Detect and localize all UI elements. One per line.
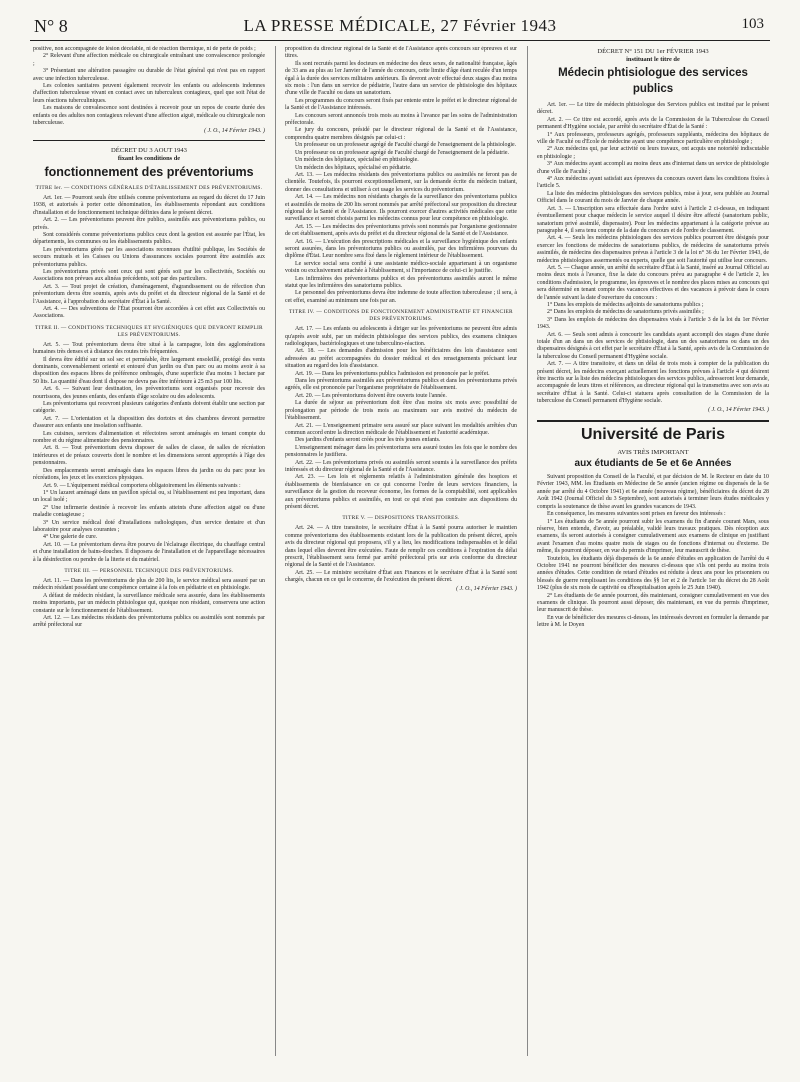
paragraph: 2° Une infirmerie destinée à recevoir les enfants atteints d'une affection aiguë ou d'une maladie contagieuse ; bbox=[33, 504, 265, 519]
paragraph: Art. 14. — Les médecins non résidants chargés de la surveillance des préventoriums publics et assimilés de moins de 200 lits seront nommés par arrêté préfectoral sur proposition du directeur régional de la Santé et de l'Assistance. Ils pourront exercer d'autres activités médicales que cette surveillance et seront choisis parmi les médecins connus pour leur compétence en phtisiologie. bbox=[285, 194, 517, 223]
signature-source: ( J. O., 14 Février 1943. ) bbox=[456, 585, 517, 592]
paragraph: Un médecin des hôpitaux, spécialisé en phtisiologie. bbox=[295, 157, 419, 164]
paragraph: Toutefois, les étudiants déjà dispensés de la 6e année d'études en application de l'arrêté du 4 Octobre 1941 ne pourront bénéficier des mesures ci-dessus que s'ils ont perdu au moins trois années d'études. Cette condition de retard d'études est réduite à deux ans pour les prisonniers ou blessés de guerre remplissant les conditions des §§ 1er et 2 de l'article 1er du décret du 28 Août 1942 (plus de six mois de captivité ou d'hospitalisation après le 25 Juin 1940). bbox=[537, 555, 769, 592]
page-number: 103 bbox=[741, 16, 764, 32]
issue-number: N° 8 bbox=[34, 16, 68, 36]
paragraph: Art. 20. — Les préventoriums doivent être ouverts toute l'année. bbox=[295, 392, 447, 399]
paragraph: Art. 9. — L'équipement médical comportera obligatoirement les éléments suivants : bbox=[43, 482, 241, 489]
paragraph: 1° Dans les emplois de médecins adjoints de sanatoriums publics ; bbox=[547, 301, 704, 308]
paragraph: 4° Aux médecins ayant satisfait aux épreuves du concours ouvert dans les conditions fixées à l'article 5. bbox=[537, 176, 769, 190]
section-heading-universite: Université de Paris bbox=[580, 426, 726, 444]
paragraph: 3° Aux médecins ayant accompli au moins deux ans d'internat dans un service de phtisiologie d'une ville de Faculté ; bbox=[537, 161, 769, 175]
paragraph: Le jury du concours, présidé par le directeur régional de la Santé et de l'Assistance, comprendra quatre membres désignés par celui-ci : bbox=[285, 127, 517, 141]
paragraph: Suivant proposition du Conseil de la Faculté, et par décision de M. le Recteur en date du 10 Février 1943, MM. les Étudiants en Médecine de 5e année (ancien régime ou dispensés de la 6e année par arrêté du 4 Octobre 1941) et 6e année (nouveau régime), bénéficiaires du décret du 28 Août 1942 (Journal Officiel du 3 Septembre), sont autorisés à terminer leurs études médicales y compris la soutenance de thèse avant les grandes vacances de 1943. bbox=[537, 474, 769, 510]
paragraph: Art. 19. — Dans les préventoriums publics l'admission est prononcée par le préfet. bbox=[295, 370, 490, 377]
paragraph: Art. 4. — Des subventions de l'État pourront être accordées à cet effet aux Collectivités ou Associations. bbox=[33, 305, 265, 320]
paragraph: La liste des médecins phtisiologues des services publics, mise à jour, sera publiée au Journal Officiel dans le courant du mois de Janvier de chaque année. bbox=[537, 190, 769, 205]
column-3 bbox=[537, 46, 769, 1066]
paragraph: Des emplacements seront aménagés dans les espaces libres du jardin ou du parc pour les récréations, les jeux et les exercices physiques. bbox=[33, 467, 265, 482]
column-1 bbox=[33, 46, 265, 1066]
paragraph: Art. 11. — Dans les préventoriums de plus de 200 lits, le service médical sera assuré par un médecin résidant possédant une compétence certaine à la fois en pédiatrie et en phtisiologie. bbox=[33, 577, 265, 592]
paragraph: Art. 3. — L'inscription sera effectuée dans l'ordre suivi à l'article 2 ci-dessus, en indiquant éventuellement pour chaque médecin le service auquel il désire être affecté (sanatorium public, sanatorium privé assimilé, dispensaire). Pour les médecins appartenant à la catégorie prévue au paragraphe 4, il sera tenu compte de la date du concours et de l'ordre de classement. bbox=[537, 205, 769, 234]
paragraph: Un professeur ou un professeur agrégé de Faculté chargé de l'enseignement de la phtisiologie. bbox=[295, 142, 517, 149]
section-title: TITRE II. — CONDITIONS TECHNIQUES ET HYGIÉNIQUES QUE DEVRONT REMPLIR LES PRÉVENTORIUMS. bbox=[35, 324, 263, 338]
col1-section-3 bbox=[33, 578, 265, 630]
page-header bbox=[30, 14, 770, 41]
col2-section-1 bbox=[285, 46, 517, 305]
paragraph: Les maisons de convalescence sont destinées à recevoir pour un repos de courte durée des enfants ou des adultes non contagieux relevant d'une affection aiguë, médicale ou chirurgicale non tuberculeuse. bbox=[33, 105, 265, 127]
col2-section-2 bbox=[285, 326, 517, 511]
paragraph: 2° Relevant d'une affection médicale ou chirurgicale entraînant une convalescence prolongée ; bbox=[33, 53, 265, 67]
paragraph: proposition du directeur régional de la Santé et de l'Assistance après concours sur épreuves et sur titres. bbox=[285, 46, 517, 60]
paragraph: L'enseignement ménager dans les préventoriums sera assuré toutes les fois que le nombre des pensionnaires le justifiera. bbox=[285, 444, 517, 459]
paragraph: Ils sont recrutés parmi les docteurs en médecine des deux sexes, de nationalité française, âgés de 33 ans au plus au 1er Janvier de l'année du concours, cette limite d'âge étant reculée d'un temps égal à la durée des services militaires antérieurs. Ils devront avoir effectué deux stages d'au moins six mois : l'un dans un service de pédiatrie, l'autre dans un service de phtisiologie des hôpitaux d'une ville de Faculté ou dans un sanatorium. bbox=[285, 60, 517, 97]
paragraph: Art. 1er. — Le titre de médecin phtisiologue des Services publics est institué par le présent décret. bbox=[537, 102, 769, 116]
paragraph: 3° Présentant une altération passagère ou durable de l'état général qui n'est pas en rapport avec une infection tuberculeuse. bbox=[33, 68, 265, 82]
paragraph: Un professeur ou un professeur agrégé de Faculté chargé de l'enseignement de la pédiatrie. bbox=[295, 149, 509, 156]
column-2 bbox=[285, 46, 517, 1066]
paragraph: 2° Aux médecins qui, par leur activité ou leurs travaux, ont acquis une notoriété indiscutable en phtisiologie ; bbox=[537, 146, 769, 160]
paragraph: Art. 18. — Les demandes d'admission pour les bénéficiaires des lois d'assistance sont adressées au préfet accompagnées du dossier médical et des renseignements précisant leur situation au regard des lois d'assistance. bbox=[285, 348, 517, 370]
decree-title: fonctionnement des préventoriums bbox=[44, 164, 254, 179]
paragraph: Art. 23. — Les lois et règlements relatifs à l'administration générale des hospices et établissements de bienfaisance en ce qui concerne l'ordre de leurs services financiers, la surveillance de la gestion du receveur économe, les formes de la comptabilité, sont applicables aux préventoriums publics et assimilés, en tout ce qui n'est pas contraire aux dispositions du présent décret. bbox=[285, 474, 517, 510]
decree-heading: DÉCRET N° 151 DU 1er FÉVRIER 1943 bbox=[597, 48, 709, 55]
paragraph: Les programmes du concours seront fixés par entente entre le préfet et le directeur régional de la Santé et de l'Assistance intéressés. bbox=[285, 97, 517, 112]
paragraph: Le service social sera confié à une assistante médico-sociale appartenant à un organisme voisin ou exclusivement attachée à l'établissement, si l'importance de celui-ci le justifie. bbox=[285, 260, 517, 275]
paragraph: 4° Une galerie de cure. bbox=[43, 534, 98, 541]
paragraph: Il devra être édifié sur un sol sec et perméable, être largement ensoleillé, protégé des vents dominants, convenablement orienté et entouré d'un jardin ou d'un parc ou au moins avoir à sa disposition des espaces libres de préférence ombragés, d'une superficie d'au moins 1 hectare par 50 lits. La quantité d'eau dont il dispose ne devra pas être inférieure à 25 m3 par 100 lits. bbox=[33, 356, 265, 385]
notice-title: aux étudiants de 5e et 6e Années bbox=[574, 458, 732, 470]
col3-section-2 bbox=[537, 474, 769, 630]
paragraph: Art. 7. — A titre transitoire, et dans un délai de trois mois à compter de la publication du présent décret, les médecins exerçant actuellement les fonctions prévues à l'article 4 qui désirent être inscrits sur la liste des médecins phtisiologues des services publics, adresseront leur demande, accompagnée de leurs titres et références, au directeur régional qui la transmettra avec son avis au secrétaire d'État à la Santé. Celui-ci statuera après consultation de la Commission de la tuberculose du Conseil permanent d'Hygiène sociale. bbox=[537, 361, 769, 405]
paragraph: Art. 16. — L'exécution des prescriptions médicales et la surveillance hygiénique des enfants seront assurées, dans les préventoriums publics ou assimilés, par des infirmières pourvues du diplôme d'État. Leur nombre sera fixé dans le règlement intérieur de l'établissement. bbox=[285, 238, 517, 260]
paragraph: Art. 5. — Chaque année, un arrêté du secrétaire d'État à la Santé, inséré au Journal Officiel au moins deux mois à l'avance, fixe la date du concours prévu au paragraphe 4 de l'article 2, les conditions d'admission, le programme, les épreuves et le nombre des places mises au concours qui sera déterminé en tenant compte des vacances effectives et des vacances à prévoir dans le cours de l'année suivant la date d'ouverture du concours : bbox=[537, 264, 769, 301]
paragraph: positive, non accompagnée de lésion décelable, ni de réaction thermique, ni de perte de poids ; bbox=[33, 46, 256, 52]
paragraph: 2° Les étudiants de 6e année pourront, dès maintenant, consigner cumulativement en vue des examens de clinique. Ils pourront aussi déposer, dès maintenant, en vue du permis d'imprimer, leur manuscrit de thèse. bbox=[537, 592, 769, 614]
paragraph: 2° Dans les emplois de médecins de sanatoriums privés assimilés ; bbox=[547, 309, 704, 316]
paragraph: Art. 6. — Suivant leur destination, les préventoriums sont organisés pour recevoir des nourrissons, des jeunes enfants, des enfants d'âge scolaire ou des adolescents. bbox=[33, 386, 265, 400]
paragraph: 1° Aux professeurs, professeurs agrégés, professeurs suppléants, médecins des hôpitaux de ville de Faculté ou d'École de médecine ayant une compétence particulière en phtisiologie ; bbox=[537, 131, 769, 146]
paragraph: Les concours seront annoncés trois mois au moins à l'avance par les soins de l'administration préfectorale. bbox=[285, 112, 517, 127]
separator-rule bbox=[33, 140, 265, 141]
paragraph: Art. 6. — Seuls sont admis à concourir les candidats ayant accompli des stages d'une durée totale d'un an dans un des services de phtisiologie, dans un des sanatoriums ou dans un des dispensaires désignés à cet effet par le secrétaire d'État à la Santé, après avis de la Commission de la tuberculose du Conseil permanent d'Hygiène sociale. bbox=[537, 331, 769, 360]
paragraph: Art. 17. — Les enfants ou adolescents à diriger sur les préventoriums ne peuvent être admis qu'après avoir subi, par un médecin phtisiologue des services publics, des examens cliniques radiologiques, bactériologiques et une tuberculino-réaction. bbox=[285, 326, 517, 348]
paragraph: Le personnel des préventoriums devra être indemne de toute affection tuberculeuse ; il sera, à cet effet, examiné au minimum une fois par an. bbox=[285, 290, 517, 304]
decree-heading: DÉCRET DU 3 AOUT 1943 bbox=[111, 146, 187, 154]
paragraph: Art. 10. — Le préventorium devra être pourvu de l'éclairage électrique, du chauffage central et d'une installation de bains-douches. Il disposera de l'installation et de l'appareillage nécessaires à la désinfection ou pendre de la literie et du matériel. bbox=[33, 541, 265, 563]
separator-rule bbox=[537, 420, 769, 422]
paragraph: Les préventoriums privés sont ceux qui sont gérés soit par les collectivités, Sociétés ou Associations non prévues aux alinéas précédents, soit par des particuliers. bbox=[33, 268, 265, 283]
section-title: TITRE III. — PERSONNEL TECHNIQUE DES PRÉVENTORIUMS. bbox=[64, 567, 234, 574]
paragraph: Un médecin des hôpitaux, spécialisé en pédiatrie. bbox=[295, 164, 412, 171]
paragraph: 3° Un service médical doté d'installations radiologiques, d'un service dentaire et d'un laboratoire pour analyses courantes ; bbox=[33, 519, 265, 533]
paragraph: Les préventoriums gérés par les associations reconnues d'utilité publique, les Sociétés de secours mutuels et les Caisses ou Unions d'assurances sociales pourront être assimilés aux préventoriums publics. bbox=[33, 246, 265, 268]
paragraph: Les préventoriums qui recevront plusieurs catégories d'enfants doivent établir une section par catégorie. bbox=[33, 401, 265, 415]
paragraph: En conséquence, les mesures suivantes sont prises en faveur des intéressés : bbox=[547, 511, 726, 518]
paragraph: Art. 24. — A titre transitoire, le secrétaire d'État à la Santé pourra autoriser le maintien comme préventoriums des établissements existant lors de la publication du présent décret, après avis du directeur régional qui proposera, s'il y a lieu, les modifications indispensables et le délai dans lequel elles devront être exécutées. Faute de remplir ces conditions à l'expiration du délai prescrit, l'établissement sera fermé par arrêté préfectoral pris sur avis conforme du directeur régional de la Santé et de l'Assistance. bbox=[285, 525, 517, 569]
paragraph: 1° Les étudiants de 5e année pourront subir les examens du fin d'année courant Mars, sous réserve, bien entendu, d'avoir, au préalable, validé leurs travaux pratiques. Dès réception aux examens, ils seront autorisés à consigner cumulativement aux examens de clinique en justifiant avant l'examen d'au moins quatre mois de stages ou de fonctions d'internat ou d'externe. De même, ils pourront déposer, en vue du permis d'imprimer, leur manuscrit de thèse. bbox=[537, 518, 769, 555]
paragraph: Dans les préventoriums assimilés aux préventoriums publics et dans les préventoriums privés agréés, elle est prononcée par l'organisme propriétaire de l'établissement. bbox=[285, 378, 517, 392]
paragraph: Art. 8. — Tout préventorium devra disposer de salles de classe, de salles de récréation intérieures et de préaux couverts dont le nombre et les dimensions seront appropriés à l'âge des pensionnaires. bbox=[33, 445, 265, 467]
col1-section-1 bbox=[33, 195, 265, 321]
paragraph: Les infirmières des préventoriums publics et des préventoriums assimilés auront le même statut que les infirmières des sanatoriums publics. bbox=[285, 275, 517, 289]
decree-subheading: fixant les conditions de bbox=[117, 154, 181, 162]
paragraph: 3° Dans les emplois de médecins des dispensaires visés à l'article 3 de la loi du 1er Février 1943. bbox=[537, 316, 769, 331]
paragraph: Des jardins d'enfants seront créés pour les très jeunes enfants. bbox=[295, 437, 441, 444]
journal-title: LA PRESSE MÉDICALE, 27 Février 1943 bbox=[243, 16, 557, 35]
paragraph: Les cuisines, services d'alimentation et réfectoires seront aménagés en tenant compte du nombre et du régime alimentaire des pensionnaires. bbox=[33, 430, 265, 445]
paragraph: Art. 13. — Les médecins résidants des préventoriums publics ou assimilés ne feront pas de clientèle. Toutefois, ils pourront exceptionnellement, sur la demande écrite du médecin traitant, donner des consultations et utiliser à cet usage les services du préventorium. bbox=[285, 171, 517, 193]
paragraph: Art. 5. — Tout préventorium devra être situé à la campagne, loin des agglomérations humaines très denses et à distance des routes très fréquentées. bbox=[33, 341, 265, 356]
paragraph: Art. 7. — L'orientation et la disposition des dortoirs et des chambres devront permettre d'assurer aux enfants une insolation suffisante. bbox=[33, 415, 265, 430]
paragraph: Art. 12. — Les médecins résidants des préventoriums publics ou assimilés sont nommés par arrêté préfectoral sur bbox=[33, 615, 265, 629]
paragraph: Art. 2. — Les préventoriums peuvent être publics, assimilés aux préventoriums publics, ou privés. bbox=[33, 217, 265, 231]
paragraph: Art. 15. — Les médecins des préventoriums privés sont nommés par l'organisme gestionnaire de cet établissement, après avis du préfet et du directeur régional de la Santé et de l'Assistance. bbox=[285, 223, 517, 238]
paragraph: La durée de séjour au préventorium doit être d'au moins six mois avec possibilité de prolongation par période de trois mois au maximum sur avis motivé du médecin de l'établissement. bbox=[285, 400, 517, 422]
signature-source: ( J. O., 14 Février 1943. ) bbox=[204, 128, 265, 135]
signature-source: ( J. O., 14 Février 1943. ) bbox=[708, 406, 769, 413]
paragraph: Art. 1er. — Pourront seuls être utilisés comme préventoriums au regard du décret du 17 Juin 1938, et autorisés à porter cette dénomination, les établissements répondant aux conditions d'installation et de fonctionnement technique définies dans le présent décret. bbox=[33, 194, 265, 216]
paragraph: Art. 25. — Le ministre secrétaire d'État aux Finances et le secrétaire d'État à la Santé sont chargés, chacun en ce qui le concerne, de l'exécution du présent décret. bbox=[285, 569, 517, 584]
col1-intro bbox=[33, 46, 265, 127]
section-title: TITRE IV. — CONDITIONS DE FONCTIONNEMENT ADMINISTRATIF ET FINANCIER DES PRÉVENTORIUMS. bbox=[289, 309, 513, 323]
columns bbox=[33, 46, 769, 1066]
paragraph: Art. 2. — Ce titre est accordé, après avis de la Commission de la Tuberculose du Conseil permanent d'Hygiène sociale, par arrêté du secrétaire d'État de la Santé : bbox=[537, 116, 769, 131]
section-title: TITRE Ier. — CONDITIONS GÉNÉRALES D'ÉTABLISSEMENT DES PRÉVENTORIUMS. bbox=[35, 184, 263, 191]
notice-heading: AVIS TRÈS IMPORTANT bbox=[617, 449, 689, 457]
col2-section-3 bbox=[285, 525, 517, 584]
paragraph: Les colonies sanitaires peuvent également recevoir les enfants ou adolescents indemnes d'affection tuberculeuse vivant en contact avec un tuberculeux contagieux, quel que soit l'état de leurs réactions tuberculiniques. bbox=[33, 83, 265, 104]
paragraph: A défaut de médecin résidant, la surveillance médicale sera assurée, dans les établissements moins importants, par un médecin phtisiologue qui, quoique non résidant, conservera une action constante sur le fonctionnement de l'établissement. bbox=[33, 592, 265, 614]
col1-section-2 bbox=[33, 342, 265, 564]
paragraph: Art. 3. — Tout projet de création, d'aménagement, d'agrandissement ou de réfection d'un préventorium devra être soumis, après avis du préfet et du directeur régional de la Santé et de l'Assistance, à l'approbation du secrétaire d'État à la Santé. bbox=[33, 283, 265, 305]
paragraph: Sont considérés comme préventoriums publics ceux dont la gestion est assurée par l'État, les départements, les communes ou les établissements publics. bbox=[33, 231, 265, 246]
paragraph: Art. 4. — Seuls les médecins phtisiologues des services publics pourront être désignés pour exercer les fonctions de médecins de sanatoriums publics, de médecins de sanatoriums privés assimilés, de médecins des dispensaires prévus à l'article 3 de la loi n° 36 du 1er Février 1943, de médecins phtisiologues assermentés ou experts, quelle que soit l'autorité qui utilise leur concours. bbox=[537, 235, 769, 264]
decree-title: Médecin phtisiologue des services publics bbox=[558, 67, 748, 95]
decree-subheading: instituant le titre de bbox=[626, 56, 680, 63]
paragraph: En vue de bénéficier des mesures ci-dessus, les intéressés devront en formuler la demande par lettre à M. le Doyen bbox=[537, 614, 769, 629]
paragraph: Art. 21. — L'enseignement primaire sera assuré sur place suivant les modalités arrêtées d'un commun accord entre la direction médicale de l'établissement et l'autorité académique. bbox=[285, 422, 517, 436]
col3-section-1 bbox=[537, 102, 769, 406]
paragraph: Art. 22. — Les préventoriums privés ou assimilés seront soumis à la surveillance des préfets intéressés et du directeur régional de la Santé et de l'Assistance. bbox=[285, 459, 517, 473]
section-title: TITRE V. — DISPOSITIONS TRANSITOIRES. bbox=[342, 515, 460, 522]
paragraph: 1° Un lazaret aménagé dans un pavillon spécial ou, si l'établissement est peu important, dans un local isolé ; bbox=[33, 489, 265, 504]
